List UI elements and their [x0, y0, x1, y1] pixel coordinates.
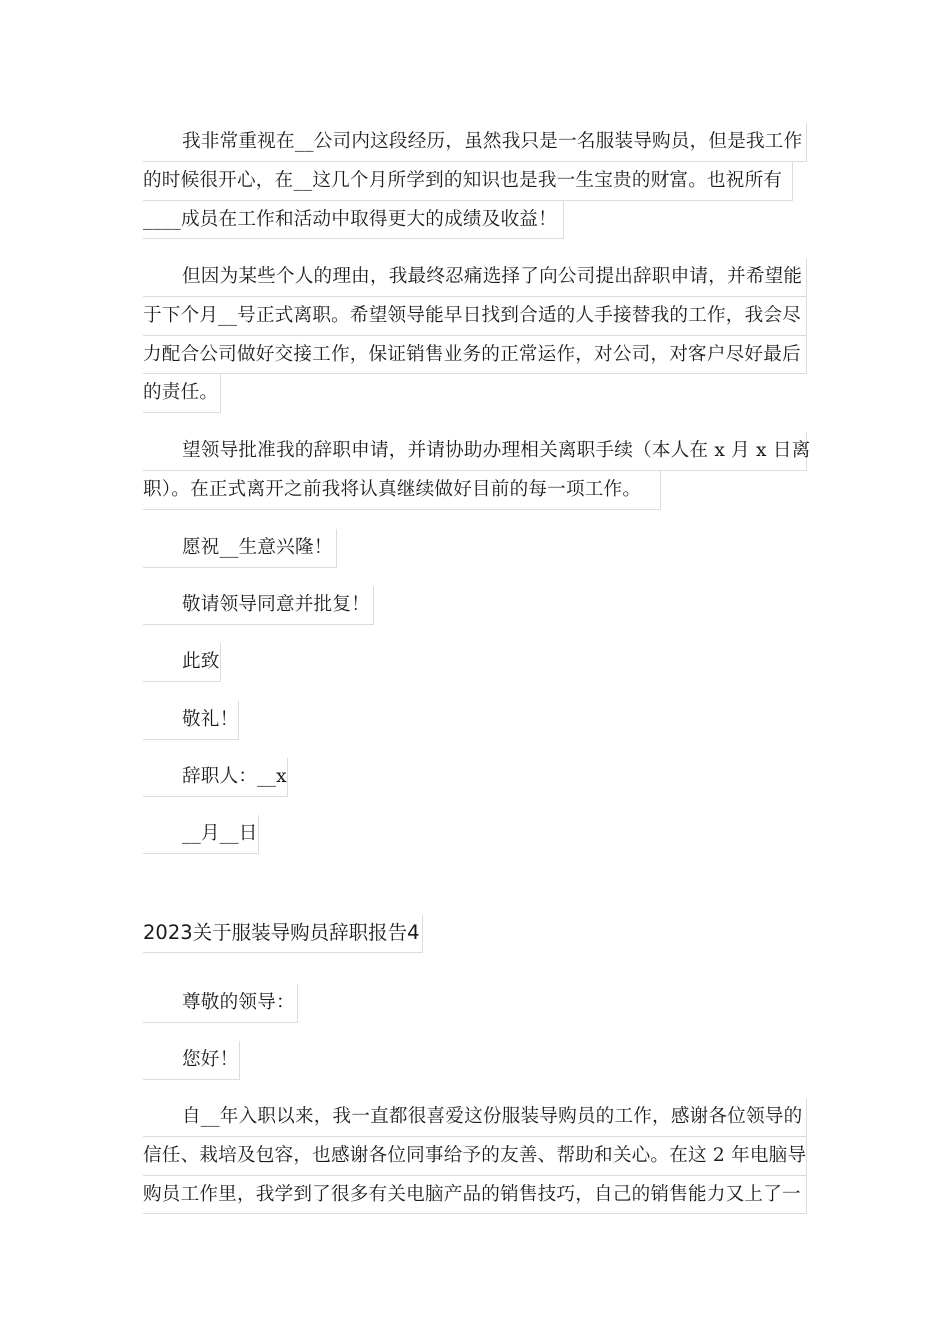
paragraph [143, 529, 337, 568]
text-line: 敬请领导同意并批复！ [143, 586, 374, 625]
paragraph [143, 701, 239, 740]
text-line: 职）。在正式离开之前我将认真继续做好目前的每一项工作。 [143, 471, 661, 510]
text-line: 信任、栽培及包容，也感谢各位同事给予的友善、帮助和关心。在这 2 年电脑导 [143, 1137, 807, 1176]
text-line: 但因为某些个人的理由，我最终忍痛选择了向公司提出辞职申请，并希望能 [143, 258, 807, 297]
text-line: 望领导批准我的辞职申请，并请协助办理相关离职手续（本人在 x 月 x 日离 [143, 432, 807, 471]
text-line: 敬礼！ [143, 701, 239, 740]
paragraph [143, 815, 259, 854]
paragraph [143, 258, 807, 413]
text-line: 辞职人：__x [143, 758, 288, 797]
text-line: 购员工作里，我学到了很多有关电脑产品的销售技巧，自己的销售能力又上了一 [143, 1176, 807, 1215]
paragraph [143, 758, 288, 797]
paragraph [143, 586, 374, 625]
text-line: 的责任。 [143, 374, 221, 413]
text-line: 自__年入职以来，我一直都很喜爱这份服装导购员的工作，感谢各位领导的 [143, 1098, 807, 1137]
text-line: __月__日 [143, 815, 259, 854]
text-line: 力配合公司做好交接工作，保证销售业务的正常运作，对公司，对客户尽好最后 [143, 336, 807, 375]
text-line: 的时候很开心，在__这几个月所学到的知识也是我一生宝贵的财富。也祝所有 [143, 162, 793, 201]
paragraph [143, 1098, 807, 1214]
paragraph [143, 1041, 240, 1080]
paragraph [143, 984, 298, 1023]
text-line: 愿祝__生意兴隆！ [143, 529, 337, 568]
text-line: 于下个月__号正式离职。希望领导能早日找到合适的人手接替我的工作，我会尽 [143, 297, 807, 336]
paragraph [143, 123, 807, 239]
text-line: 我非常重视在__公司内这段经历，虽然我只是一名服装导购员，但是我工作 [143, 123, 807, 162]
text-line: ____成员在工作和活动中取得更大的成绩及收益！ [143, 201, 564, 240]
text-line: 尊敬的领导： [143, 984, 298, 1023]
section-heading: 2023关于服装导购员辞职报告4 [143, 915, 423, 953]
paragraph [143, 643, 221, 682]
text-line: 您好！ [143, 1041, 240, 1080]
text-line: 此致 [143, 643, 221, 682]
paragraph [143, 432, 811, 510]
